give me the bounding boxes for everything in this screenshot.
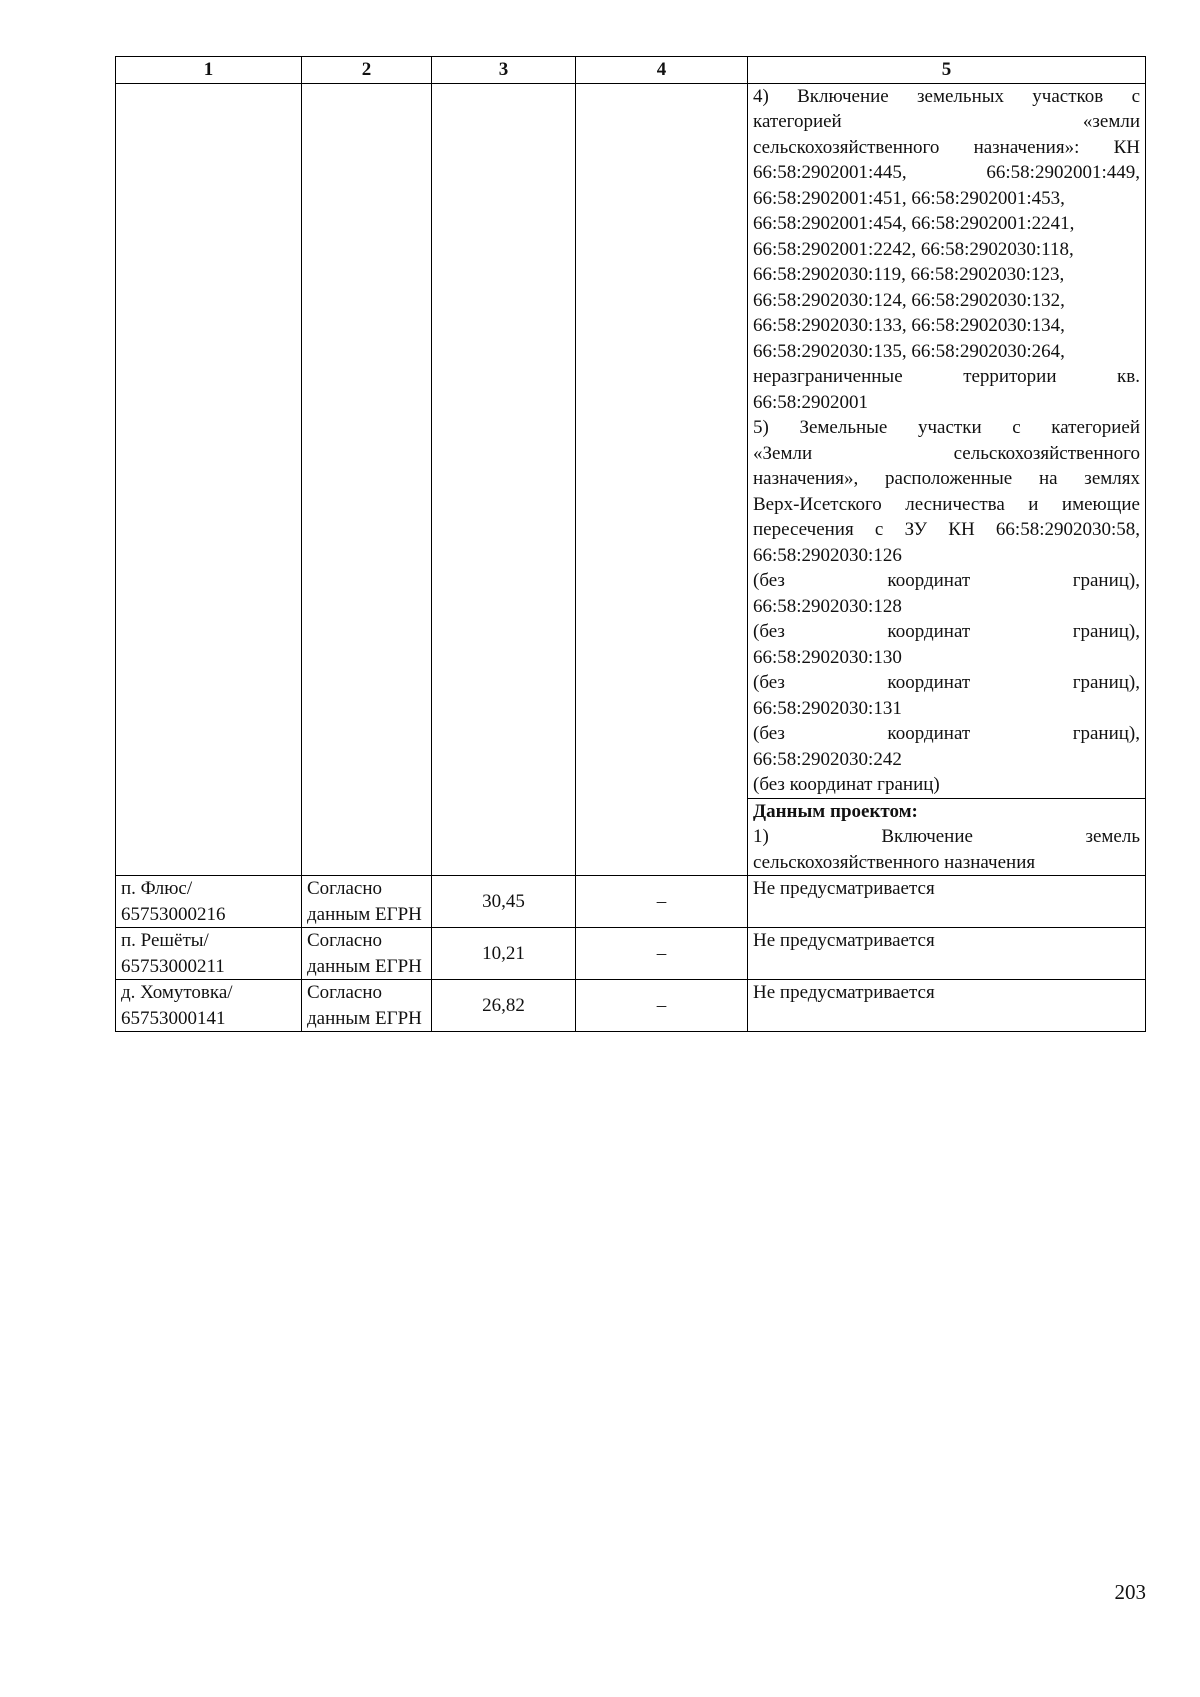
cell-continuation-col4 (576, 83, 748, 876)
column-header-1: 1 (116, 57, 302, 84)
cell-measures: Не предусматривается (748, 876, 1146, 928)
text-line: Верх-Исетского лесничества и имеющие (753, 493, 1140, 515)
cell-measures: Не предусматривается (748, 980, 1146, 1032)
cell-source (302, 980, 432, 1032)
cell-continuation-col3 (432, 83, 576, 876)
source-line: ЕГРН (374, 1007, 422, 1029)
text-line: (без координат границ), (753, 621, 1140, 642)
source-line: Согласно (307, 930, 383, 951)
text-line: 66:58:2902030:128 (753, 595, 902, 617)
column-header-5: 5 (748, 57, 1146, 84)
text-line: 4) Включение земельных участков с (753, 85, 1140, 107)
table-header-row (116, 57, 1146, 84)
settlement-code: 65753000211 (121, 955, 225, 977)
text-line: «Земли сельскохозяйственного (753, 442, 1140, 464)
text-line: неразграниченные территории кв. (753, 366, 1140, 387)
page-number: 203 (1114, 1580, 1146, 1604)
cell-settlement (116, 980, 302, 1032)
text-line: 66:58:2902030:135, 66:58:2902030:264, (753, 340, 1065, 362)
cell-area: 30,45 (432, 876, 576, 928)
text-line: (без координат границ), (753, 723, 1140, 744)
text-line: сельскохозяйственного назначения (753, 851, 1036, 873)
table-row (116, 980, 1146, 1032)
text-line: 66:58:2902030:119, 66:58:2902030:123, (753, 264, 1065, 285)
cell-source (302, 928, 432, 980)
table-row (116, 876, 1146, 928)
project-heading: Данным проектом: (753, 800, 918, 822)
text-line: 66:58:2902001:454, 66:58:2902001:2241, (753, 213, 1075, 234)
text-line: (без координат границ), (753, 570, 1140, 591)
column-header-3: 3 (432, 57, 576, 84)
text-line: 66:58:2902001:2242, 66:58:2902030:118, (753, 238, 1074, 260)
cell-continuation-col1 (116, 83, 302, 876)
table-row-continuation (116, 83, 1146, 798)
cell-source (302, 876, 432, 928)
cell-area: 26,82 (432, 980, 576, 1032)
column-header-4: 4 (576, 57, 748, 84)
cell-settlement (116, 876, 302, 928)
text-line: (без координат границ) (753, 774, 940, 795)
text-line: 66:58:2902030:242 (753, 748, 902, 770)
text-line: 66:58:2902001:451, 66:58:2902001:453, (753, 187, 1065, 209)
cell-project-measures (748, 798, 1146, 876)
cell-dash: – (576, 980, 748, 1032)
source-line: ЕГРН (374, 903, 422, 925)
text-line: 1) Включение земель (753, 826, 1140, 847)
settlement-code: 65753000216 (121, 903, 226, 925)
column-header-2: 2 (302, 57, 432, 84)
text-line: 66:58:2902001:445, 66:58:2902001:449, (753, 162, 1140, 183)
source-line: ЕГРН (374, 955, 422, 977)
text-line: назначения», расположенные на землях (753, 468, 1140, 489)
text-line: пересечения с ЗУ КН 66:58:2902030:58, (753, 519, 1140, 540)
cell-dash: – (576, 876, 748, 928)
text-line: 66:58:2902030:124, 66:58:2902030:132, (753, 289, 1065, 311)
text-line: 66:58:2902030:130 (753, 646, 902, 668)
settlement-name: п. Флюс/ (121, 878, 193, 899)
text-line: категорией «земли (753, 111, 1140, 132)
source-line: данным (307, 955, 371, 977)
source-line: данным (307, 1007, 371, 1029)
land-use-table (115, 56, 1146, 1032)
text-line: 5) Земельные участки с категорией (753, 417, 1140, 438)
text-line: 66:58:2902001 (753, 391, 869, 413)
text-line: 66:58:2902030:126 (753, 544, 902, 566)
settlement-name: д. Хомутовка/ (121, 982, 233, 1003)
source-line: Согласно (307, 982, 383, 1003)
cell-measures: Не предусматривается (748, 928, 1146, 980)
cell-dash: – (576, 928, 748, 980)
source-line: Согласно (307, 878, 383, 899)
table-row (116, 928, 1146, 980)
text-line: сельскохозяйственного назначения»: КН (753, 136, 1140, 158)
text-line: 66:58:2902030:131 (753, 697, 902, 719)
cell-settlement (116, 928, 302, 980)
settlement-code: 65753000141 (121, 1007, 226, 1029)
cell-continuation-col2 (302, 83, 432, 876)
cell-area: 10,21 (432, 928, 576, 980)
text-line: 66:58:2902030:133, 66:58:2902030:134, (753, 315, 1065, 336)
text-line: (без координат границ), (753, 672, 1140, 693)
source-line: данным (307, 903, 371, 925)
settlement-name: п. Решёты/ (121, 930, 209, 951)
cell-existing-measures (748, 83, 1146, 798)
